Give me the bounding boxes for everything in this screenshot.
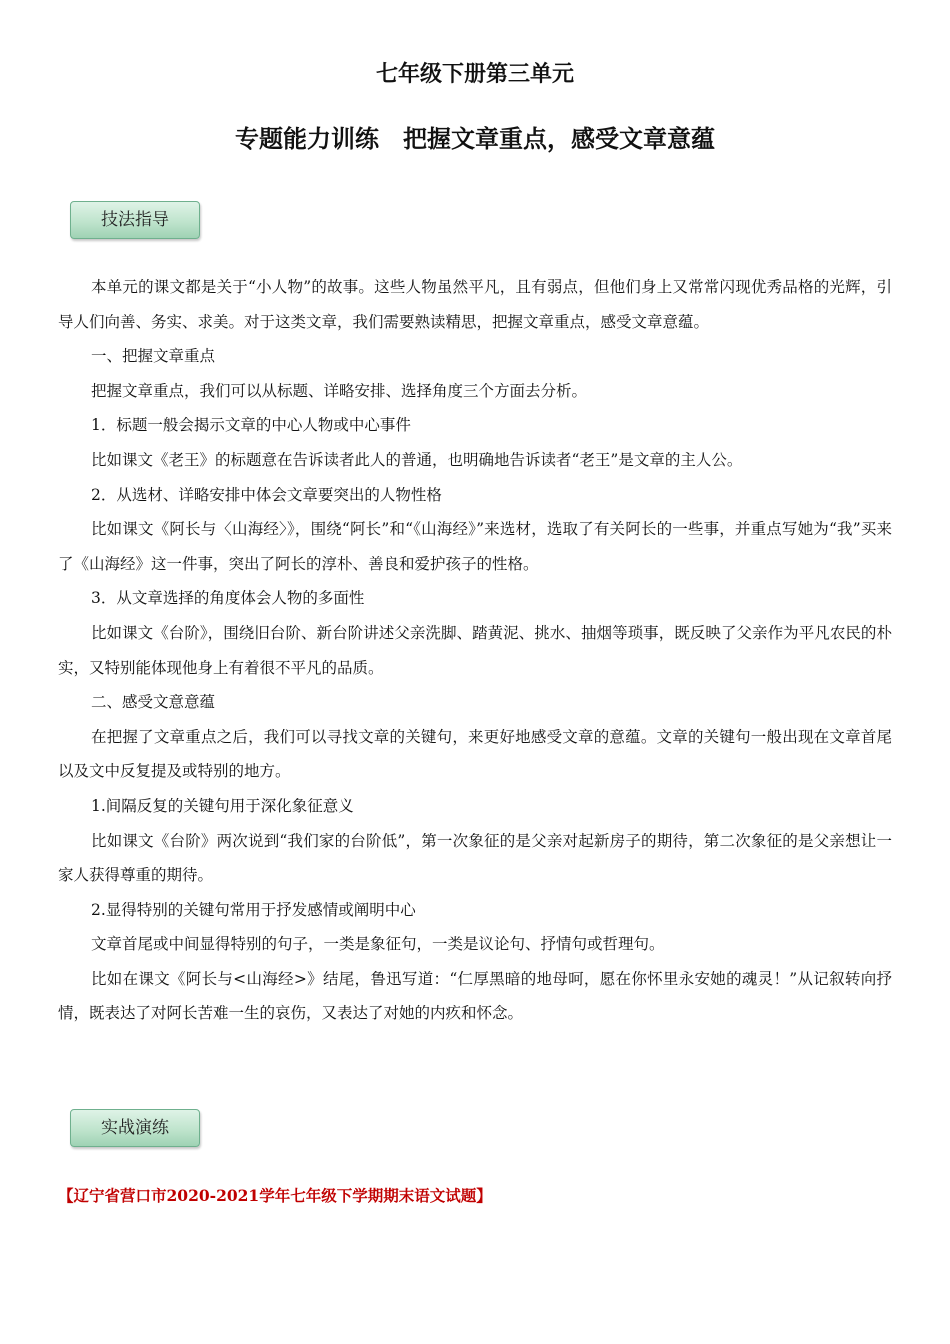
paragraph-special-types: 文章首尾或中间显得特别的句子，一类是象征句，一类是议论句、抒情句或哲理句。 [91, 935, 665, 954]
practice-section-label: 实战演练 [70, 1109, 200, 1147]
page-title: 七年级下册第三单元 [375, 61, 574, 87]
example-laowang: 比如课文《老王》的标题意在告诉读者此人的普通，也明确地告诉读者“老王”是文章的主人公。 [91, 450, 743, 469]
paragraph-grasp-focus: 把握文章重点，我们可以从标题、详略安排、选择角度三个方面去分析。 [91, 381, 588, 400]
example-achang: 比如课文《阿长与〈山海经〉》，围绕“阿长”和“《山海经》”来选材，选取了有关阿长的一些事，并重点写她为“我”买来了《山海经》这一件事，突出了阿长的淳朴、善良和爱护孩子的性格。 [58, 520, 892, 573]
guide-content [58, 270, 892, 1031]
exam-source: 【辽宁省营口市2020-2021学年七年级下学期期末语文试题】 [58, 1186, 492, 1205]
point-repetition: 1.间隔反复的关键句用于深化象征意义 [91, 796, 354, 815]
example-taijie: 比如课文《台阶》，围绕旧台阶、新台阶讲述父亲洗脚、踏黄泥、挑水、抽烟等琐事，既反映了父亲作为平凡农民的朴实，又特别能体现他身上有着很不平凡的品质。 [58, 623, 892, 677]
guide-section-label: 技法指导 [70, 201, 200, 239]
point-material: 2．从选材、详略安排中体会文章要突出的人物性格 [91, 485, 442, 504]
point-special: 2.显得特别的关键句常用于抒发感情或阐明中心 [91, 900, 416, 919]
point-title: 1．标题一般会揭示文章的中心人物或中心事件 [91, 416, 411, 435]
page-subtitle: 专题能力训练 把握文章重点，感受文章意蕴 [235, 124, 715, 153]
point-angle: 3．从文章选择的角度体会人物的多面性 [91, 589, 365, 608]
paragraph-intro: 本单元的课文都是关于“小人物”的故事。这些人物虽然平凡，且有弱点，但他们身上又常常闪现优秀品格的光辉，引导人们向善、务实、求美。对于这类文章，我们需要熟读精思，把握文章重点，感受文章意蕴。 [58, 278, 892, 331]
example-achang-ending: 比如在课文《阿长与<山海经>》结尾，鲁迅写道：“仁厚黑暗的地母呵，愿在你怀里永安她的魂灵！”从记叙转向抒情，既表达了对阿长苦难一生的哀伤，又表达了对她的内疚和怀念。 [58, 969, 892, 1023]
example-taijie-repeat: 比如课文《台阶》两次说到“我们家的台阶低”，第一次象征的是父亲对起新房子的期待，第二次象征的是父亲想让一家人获得尊重的期待。 [58, 831, 892, 885]
paragraph-key-sentences: 在把握了文章重点之后，我们可以寻找文章的关键句，来更好地感受文章的意蕴。文章的关键句一般出现在文章首尾以及文中反复提及或特别的地方。 [58, 727, 892, 781]
heading-grasp-focus: 一、把握文章重点 [91, 347, 216, 366]
heading-meaning: 二、感受文意意蕴 [91, 693, 216, 712]
